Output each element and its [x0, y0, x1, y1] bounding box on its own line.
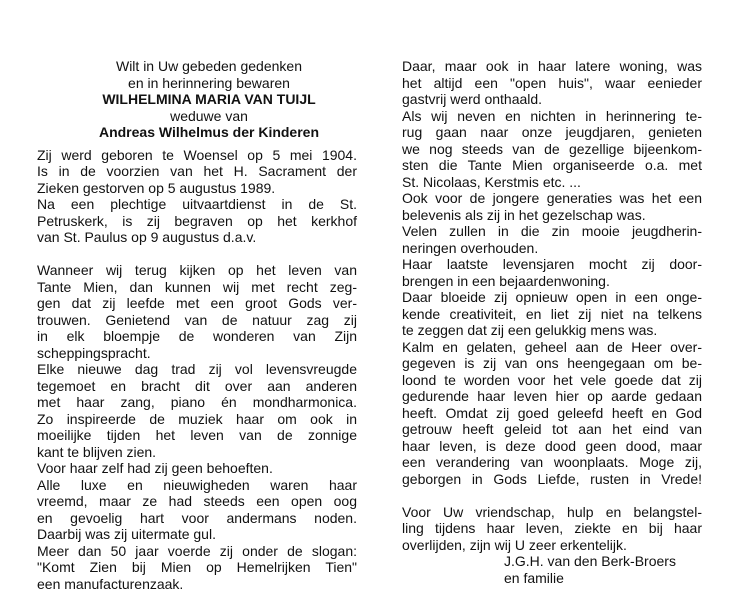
text-line: kant te blijven zien.	[37, 444, 357, 461]
text-line: gen dat zij leefde met een groot Gods ver-	[37, 295, 357, 312]
text-line: Is in de voorzien van het H. Sacrament der	[37, 163, 357, 180]
text-line: overlijden, zijn wij U zeer erkentelijk.	[402, 537, 702, 554]
text-line: Voor Uw vriendschap, hulp en belangstel-	[402, 504, 702, 521]
paragraph-memories	[402, 58, 702, 487]
text-line: kende creativiteit, en liet zij niet na telkens	[402, 306, 702, 323]
signature	[402, 553, 702, 586]
widow-of-label: weduwe van	[37, 108, 357, 125]
signature-name: J.G.H. van den Berk-Broers	[504, 553, 702, 570]
text-line: Meer dan 50 jaar voerde zij onder de slogan:	[37, 543, 357, 560]
paragraph-thanks	[402, 504, 702, 554]
text-line: scheppingspracht.	[37, 345, 357, 362]
paragraph-life	[37, 262, 357, 592]
text-line: te zeggen dat zij een gelukkig mens was.	[402, 322, 702, 339]
text-line: tegemoet en bracht dit over aan anderen	[37, 378, 357, 395]
text-line: Zieken gestorven op 5 augustus 1989.	[37, 180, 357, 197]
text-line: heeft. Omdat zij goed geleefd heeft en God	[402, 405, 702, 422]
right-column	[402, 58, 702, 586]
text-line: gegeven is zij van ons heengegaan om be-	[402, 355, 702, 372]
text-line: sten die Tante Mien organiseerde o.a. met	[402, 157, 702, 174]
text-line: en gevoelig hart voor andermans noden.	[37, 510, 357, 527]
text-line: loond te worden voor het vele goede dat zij	[402, 372, 702, 389]
text-line: Kalm en gelaten, geheel aan de Heer over-	[402, 339, 702, 356]
text-line: Daar, maar ook in haar latere woning, was	[402, 58, 702, 75]
text-line: Daar bloeide zij opnieuw open in een onge-	[402, 289, 702, 306]
text-line: vreemd, maar ze had steeds een open oog	[37, 493, 357, 510]
text-line: van St. Paulus op 9 augustus d.a.v.	[37, 229, 357, 246]
text-line: Haar laatste levensjaren mocht zij door-	[402, 256, 702, 273]
text-line: Tante Mien, dan kunnen wij met recht zeg-	[37, 279, 357, 296]
intro-line-1: Wilt in Uw gebeden gedenken	[37, 58, 357, 75]
text-line: haar leven, is deze dood geen dood, maar	[402, 438, 702, 455]
text-line: Na een plechtige uitvaartdienst in de St.	[37, 196, 357, 213]
text-line: Velen zullen in die zin mooie jeugdherin-	[402, 223, 702, 240]
text-line: St. Nicolaas, Kerstmis etc. ...	[402, 174, 702, 191]
text-line: het altijd een "open huis", waar eenieder	[402, 75, 702, 92]
left-column	[37, 58, 357, 592]
signature-family: en familie	[504, 570, 702, 587]
text-line: Voor haar zelf had zij geen behoeften.	[37, 460, 357, 477]
text-line: belevenis als zij in het gezelschap was.	[402, 207, 702, 224]
text-line: Zij werd geboren te Woensel op 5 mei 1904.	[37, 147, 357, 164]
intro-line-2: en in herinnering bewaren	[37, 75, 357, 92]
text-line: rug gaan naar onze jeugdjaren, genieten	[402, 124, 702, 141]
text-line: "Komt Zien bij Mien op Hemelrijken Tien"	[37, 559, 357, 576]
text-line: geborgen in Gods Liefde, rusten in Vrede!	[402, 471, 702, 488]
text-line: gastvrij werd onthaald.	[402, 91, 702, 108]
text-line: brengen in een bejaardenwoning.	[402, 273, 702, 290]
text-line: gedurende haar leven hier op aarde gedaan	[402, 388, 702, 405]
text-line: een manufacturenzaak.	[37, 576, 357, 592]
text-line: Daarbij was zij uitermate gul.	[37, 526, 357, 543]
paragraph-birth-death	[37, 147, 357, 246]
text-line: in elk bloempje de wonderen van Zijn	[37, 328, 357, 345]
deceased-name: WILHELMINA MARIA VAN TUIJL	[37, 91, 357, 108]
text-line: Alle luxe en nieuwigheden waren haar	[37, 477, 357, 494]
text-line: getrouw heeft geleid tot aan het eind van	[402, 421, 702, 438]
text-line: we nog steeds van de gezellige bijeenkom-	[402, 141, 702, 158]
text-line: Zo inspireerde de muziek haar om ook in	[37, 411, 357, 428]
text-line: neringen overhouden.	[402, 240, 702, 257]
text-line: Als wij neven en nichten in herinnering te-	[402, 108, 702, 125]
text-line: Petruskerk, is zij begraven op het kerkhof	[37, 213, 357, 230]
text-line: moeilijke tijden het leven van de zonnige	[37, 427, 357, 444]
text-line: Elke nieuwe dag trad zij vol levensvreugde	[37, 361, 357, 378]
text-line: trouwen. Genietend van de natuur zag zij	[37, 312, 357, 329]
text-line: ling tijdens haar leven, ziekte en bij haar	[402, 520, 702, 537]
husband-name: Andreas Wilhelmus der Kinderen	[37, 124, 357, 141]
text-line: Ook voor de jongere generaties was het een	[402, 190, 702, 207]
text-line: Wanneer wij terug kijken op het leven van	[37, 262, 357, 279]
text-line: een verandering van woonplaats. Moge zij,	[402, 454, 702, 471]
text-line: met haar zang, piano én mondharmonica.	[37, 394, 357, 411]
